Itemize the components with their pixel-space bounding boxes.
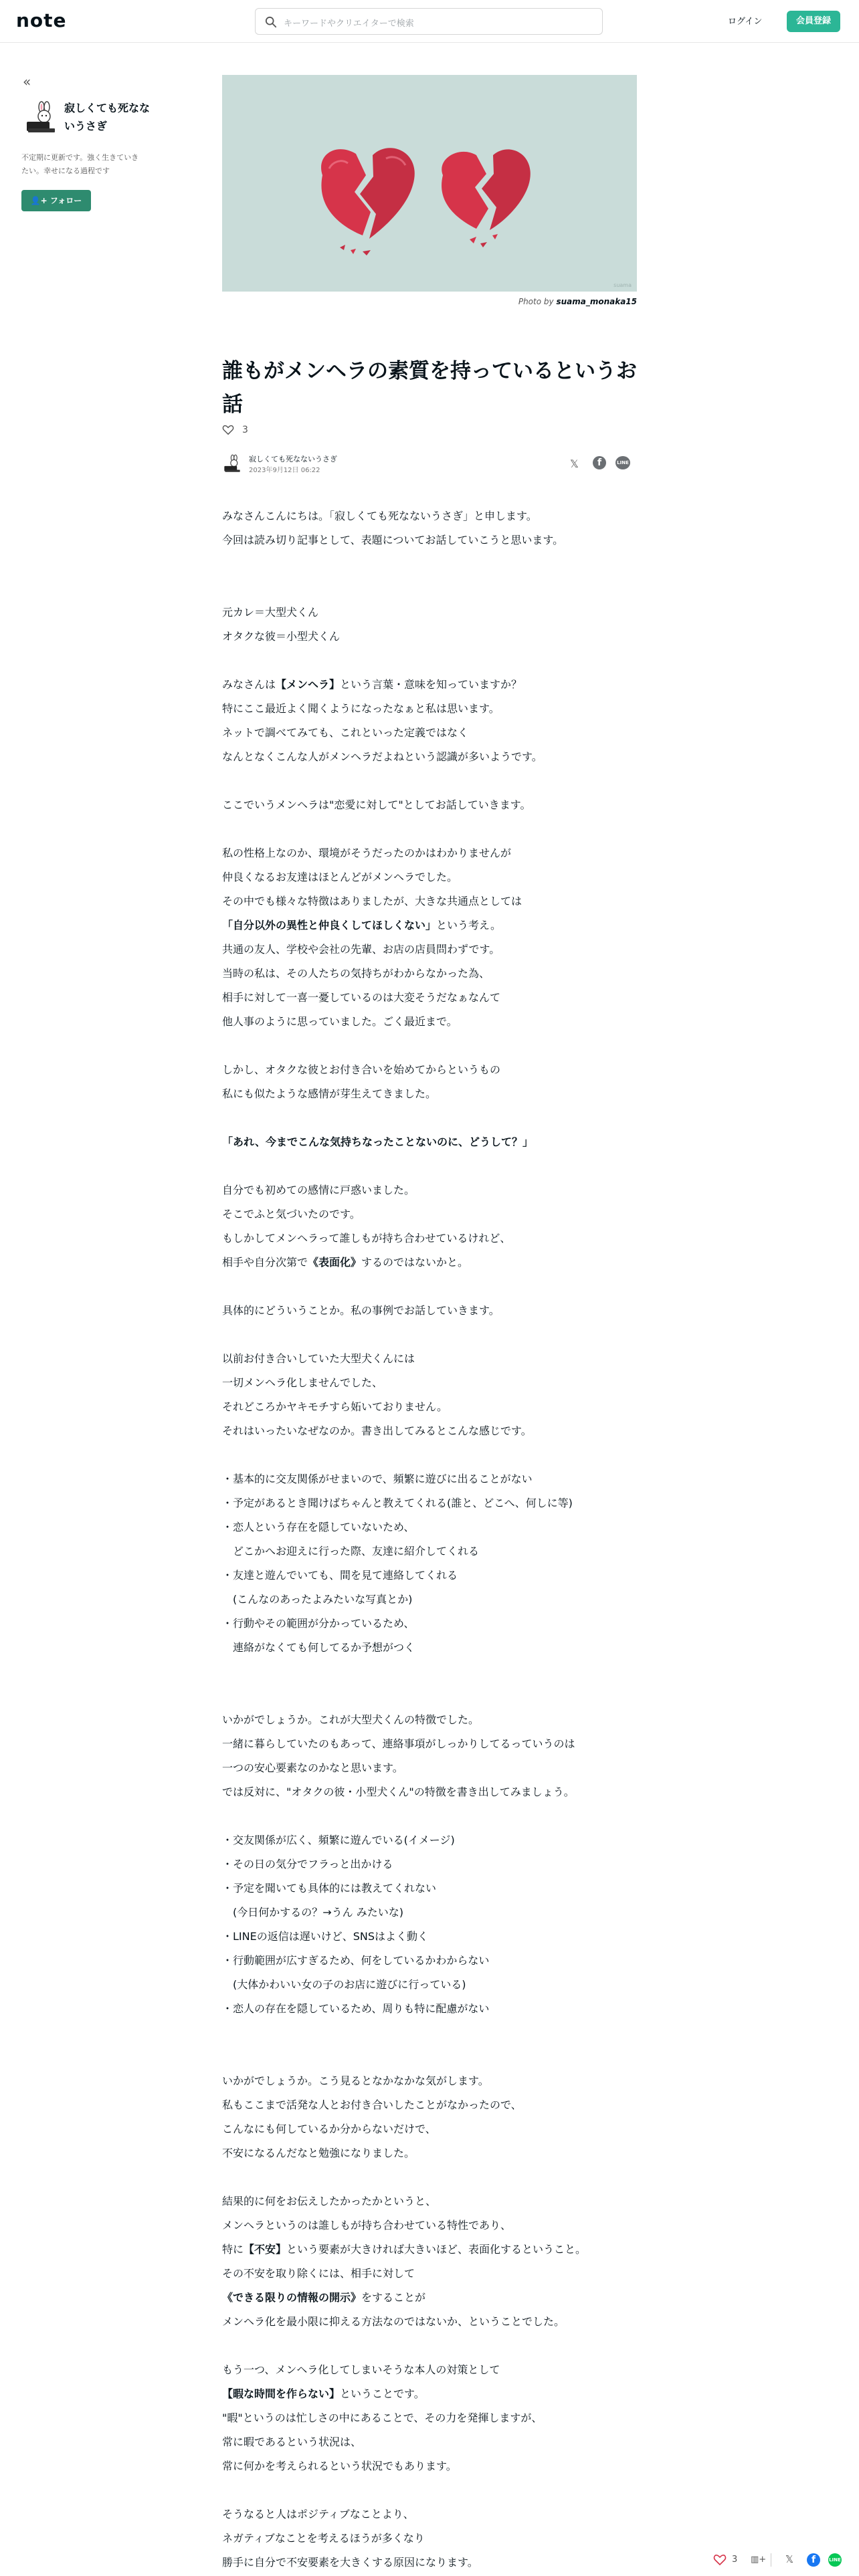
body-line: その中でも様々な特徴はありましたが、大きな共通点としては: [222, 895, 522, 907]
body-text: 相手や自分次第で: [222, 1256, 308, 1269]
body-line: 仲良くなるお友達はほとんどがメンヘラでした。: [222, 871, 458, 883]
heart-icon[interactable]: [222, 424, 234, 436]
body-line: いかがでしょうか。こう見るとなかなかな気がします。: [222, 2074, 489, 2087]
body-line: メンヘラというのは誰しもが持ち合わせている特性であり、: [222, 2219, 512, 2232]
body-line: 私もここまで活発な人とお付き合いしたことがなかったので、: [222, 2099, 522, 2111]
hero-watermark: suama: [613, 282, 632, 288]
body-line: ここでいうメンヘラは"恋愛に対して"としてお話していきます。: [222, 798, 531, 811]
paragraph-gap: [222, 1660, 650, 1708]
note-logo[interactable]: note: [16, 9, 67, 31]
body-emphasis: 《表面化》: [308, 1256, 362, 1269]
body-line: 一切メンヘラ化しませんでした、: [222, 1376, 383, 1389]
paragraph-gap: [222, 1034, 650, 1058]
body-line: ・恋人の存在を隠しているため、周りも特に配慮がない: [222, 2002, 490, 2015]
body-line: [222, 2238, 650, 2262]
body-line: もしかしてメンヘラって誰しもが持ち合わせているけれど、: [222, 1232, 511, 1245]
body-line: 具体的にどういうことか。私の事例でお話していきます。: [222, 1304, 500, 1317]
body-line: 常に何かを考えられるという状況でもあります。: [222, 2460, 457, 2472]
share-x-icon[interactable]: 𝕏: [570, 457, 579, 470]
body-line: それはいったいなぜなのか。書き出してみるとこんな感じです。: [222, 1424, 532, 1437]
magazine-add-icon[interactable]: ▥+: [751, 2555, 767, 2565]
body-line: ・行動やその範囲が分かっているため、: [222, 1617, 415, 1630]
body-line: ・LINEの返信は遅いけど、SNSはよく動く: [222, 1930, 428, 1943]
body-line: しかし、オタクな彼とお付き合いを始めてからというもの: [222, 1063, 501, 1076]
body-line: 当時の私は、その人たちの気持ちがわからなかった為、: [222, 967, 490, 980]
follow-label: フォロー: [50, 196, 82, 205]
body-line: ネガティブなことを考えるほうが多くなり: [222, 2532, 425, 2545]
floating-action-bar: [709, 2547, 856, 2573]
body-text: という要素が大きければ大きいほど、表面化するということ。: [286, 2243, 587, 2256]
body-line: それどころかヤキモチすら妬いておりません。: [222, 1400, 448, 1413]
share-line-icon[interactable]: LINE: [828, 2553, 842, 2567]
body-line: どこかへお迎えに行った際、友達に紹介してくれる: [222, 1545, 480, 1558]
body-line: その不安を取り除くには、相手に対して: [222, 2267, 415, 2280]
body-line: [222, 1130, 650, 1154]
body-line: [222, 673, 650, 697]
body-text: 特に: [222, 2243, 244, 2256]
body-line: いかがでしょうか。これが大型犬くんの特徴でした。: [222, 1713, 480, 1726]
body-line: 他人事のように思っていました。ごく最近まで。: [222, 1015, 458, 1028]
body-text: という言葉・意味を知っていますか？: [340, 678, 522, 691]
photo-caption: [222, 297, 637, 306]
paragraph-gap: [222, 1443, 650, 1467]
creator-description: 不定期に更新です。強く生きていきたい。幸せになる過程です: [21, 153, 139, 175]
body-line: メンヘラ化を最小限に抑える方法なのではないか、ということでした。: [222, 2315, 565, 2328]
body-line: (こんなのあったよみたいな写真とか): [222, 1593, 413, 1606]
paragraph-gap: [222, 1154, 650, 1178]
paragraph-gap: [222, 649, 650, 673]
body-line: こんなにも何しているか分からないだけで、: [222, 2123, 436, 2135]
share-line-icon[interactable]: LINE: [615, 456, 630, 469]
like-count: 3: [242, 425, 248, 435]
paragraph-gap: [222, 2165, 650, 2189]
body-line: 以前お付き合いしていた大型犬くんには: [222, 1352, 415, 1365]
author-avatar[interactable]: [222, 453, 242, 473]
article-body: [222, 504, 650, 2575]
body-emphasis: 【暇な時間を作らない】: [222, 2387, 341, 2400]
body-line: "暇"というのは忙しさの中にあることで、その力を発揮しますが、: [222, 2411, 543, 2424]
follow-button[interactable]: [21, 190, 91, 211]
paragraph-gap: [222, 1275, 650, 1299]
body-line: (大体かわいい女の子のお店に遊びに行っている): [222, 1978, 466, 1991]
publish-date: 2023年9月12日 06:22: [249, 467, 320, 474]
body-line: そこでふと気づいたのです。: [222, 1208, 361, 1220]
body-line: そうなると人はポジティブなことより、: [222, 2508, 414, 2520]
body-emphasis: 「自分以外の異性と仲良くしてほしくない」: [222, 919, 437, 932]
body-line: みなさんこんにちは。「寂しくても死なないうさぎ」と申します。: [222, 510, 537, 522]
paragraph-gap: [222, 769, 650, 793]
paragraph-gap: [222, 817, 650, 841]
body-line: [222, 1251, 650, 1275]
share-x-icon[interactable]: 𝕏: [785, 2553, 794, 2565]
paragraph-gap: [222, 2478, 650, 2502]
paragraph-gap: [222, 552, 650, 601]
body-line: 元カレ＝大型犬くん: [222, 606, 319, 619]
body-line: オタクな彼＝小型犬くん: [222, 630, 341, 643]
body-line: ・友達と遊んでいても、間を見て連絡してくれる: [222, 1569, 458, 1582]
search-icon: [265, 16, 277, 28]
body-line: 私にも似たような感情が芽生えてきました。: [222, 1087, 437, 1100]
site-header: [0, 0, 859, 43]
body-line: 特にここ最近よく聞くようになったなぁと私は思います。: [222, 702, 500, 715]
paragraph-gap: [222, 1106, 650, 1130]
body-emphasis: 「あれ、今までこんな気持ちなったことないのに、どうして？」: [222, 1136, 533, 1148]
login-link[interactable]: ログイン: [728, 17, 763, 27]
body-line: では反対に、"オタクの彼・小型犬くん"の特徴を書き出してみましょう。: [222, 1786, 575, 1798]
article-title: 誰もがメンヘラの素質を持っているというお話: [222, 359, 637, 417]
body-line: ・行動範囲が広すぎるため、何をしているかわからない: [222, 1954, 490, 1967]
body-line: ・その日の気分でフラっと出かける: [222, 1858, 393, 1870]
signup-button[interactable]: 会員登録: [787, 11, 840, 32]
paragraph-gap: [222, 2021, 650, 2069]
body-emphasis: 【メンヘラ】: [276, 678, 341, 691]
body-text: という考え。: [436, 919, 501, 932]
floating-like-count: 3: [732, 2555, 738, 2565]
body-line: なんとなくこんな人がメンヘラだよねという認識が多いようです。: [222, 750, 543, 763]
body-text: みなさんは: [222, 678, 276, 691]
body-line: 常に暇であるという状況は、: [222, 2436, 362, 2448]
search-placeholder: キーワードやクリエイターで検索: [284, 19, 414, 29]
add-user-icon: 👤+: [30, 196, 47, 205]
heart-icon[interactable]: [713, 2553, 727, 2567]
body-line: ・予定を聞いても具体的には教えてくれない: [222, 1882, 437, 1895]
body-line: 結果的に何をお伝えしたかったかというと、: [222, 2195, 437, 2208]
body-line: 連絡がなくても何してるか予想がつく: [222, 1641, 415, 1654]
body-line: (今日何かするの？→うん みたいな): [222, 1906, 403, 1919]
caption-author[interactable]: suama_monaka15: [556, 297, 637, 306]
body-text: をすることが: [361, 2291, 426, 2304]
creator-avatar[interactable]: [23, 99, 59, 135]
body-line: もう一つ、メンヘラ化してしまいそうな本人の対策として: [222, 2363, 500, 2376]
search-input[interactable]: [255, 8, 603, 35]
author-row: [222, 452, 637, 479]
paragraph-gap: [222, 1323, 650, 1347]
hero-image: [222, 75, 637, 292]
body-emphasis: 《できる限りの情報の開示》: [222, 2291, 362, 2304]
caption-prefix: Photo by: [518, 297, 554, 306]
body-line: 不安になるんだなと勉強になりました。: [222, 2147, 415, 2159]
body-line: 自分でも初めての感情に戸惑いました。: [222, 1184, 415, 1196]
body-line: ・交友関係が広く、頻繁に遊んでいる(イメージ): [222, 1834, 455, 1846]
creator-name[interactable]: 寂しくても死なないうさぎ: [64, 102, 151, 132]
body-line: 私の性格上なのか、環境がそうだったのかはわかりませんが: [222, 847, 512, 859]
body-line: ネットで調べてみても、これといった定義ではなく: [222, 726, 469, 739]
body-line: 今回は読み切り記事として、表題についてお話していこうと思います。: [222, 534, 564, 546]
paragraph-gap: [222, 2334, 650, 2358]
body-line: ・基本的に交友関係がせまいので、頻繁に遊びに出ることがない: [222, 1473, 533, 1485]
body-line: ・予定があるとき聞けばちゃんと教えてくれる(誰と、どこへ、何しに等): [222, 1497, 573, 1509]
body-line: 共通の友人、学校や会社の先輩、お店の店員問わずです。: [222, 943, 500, 956]
body-line: ・恋人という存在を隠していないため、: [222, 1521, 415, 1533]
broken-heart-illustration: [222, 75, 637, 292]
body-line: 勝手に自分で不安要素を大きくする原因になります。: [222, 2556, 478, 2569]
body-line: [222, 914, 650, 938]
body-text: するのではないかと。: [361, 1256, 469, 1269]
body-emphasis: 【不安】: [244, 2243, 287, 2256]
body-line: [222, 2382, 650, 2406]
body-line: 相手に対して一喜一憂しているのは大変そうだなぁなんて: [222, 991, 501, 1004]
paragraph-gap: [222, 1804, 650, 1828]
collapse-sidebar-icon[interactable]: «: [23, 74, 31, 90]
author-name[interactable]: 寂しくても死なないうさぎ: [249, 455, 337, 463]
body-text: ということです。: [340, 2387, 425, 2400]
share-facebook-icon[interactable]: f: [593, 456, 606, 469]
body-line: [222, 2286, 650, 2310]
body-line: 一つの安心要素なのかなと思います。: [222, 1761, 403, 1774]
body-line: 一緒に暮らしていたのもあって、連絡事項がしっかりしてるっていうのは: [222, 1737, 575, 1750]
share-facebook-icon[interactable]: f: [807, 2553, 820, 2567]
